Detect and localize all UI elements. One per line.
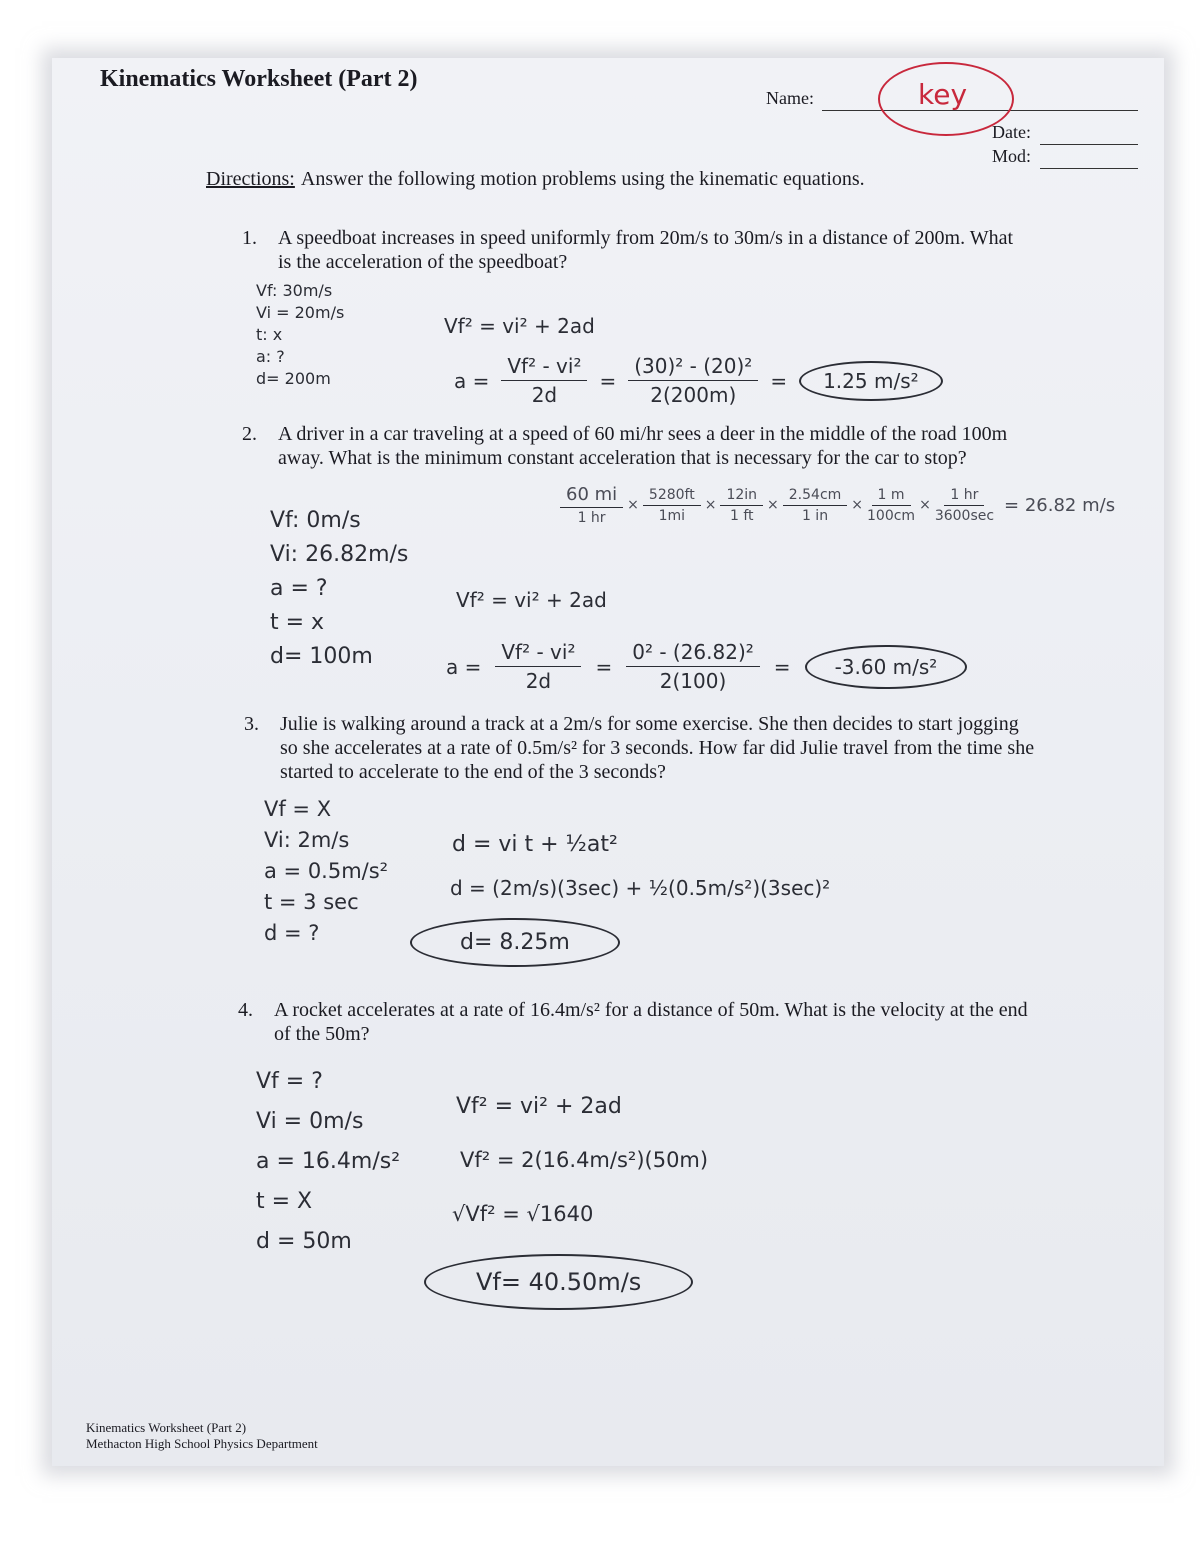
problem-4	[238, 998, 1034, 1046]
problem-text: A driver in a car traveling at a speed of 60 mi/hr sees a deer in the middle of the road 100m away. What is the minimum constant acceleration that is necessary for the car to stop?	[278, 423, 1008, 469]
conversion-factor: $\frac{12in}{1 ft}$	[720, 487, 763, 524]
page-title: Kinematics Worksheet (Part 2)	[100, 66, 418, 92]
directions	[206, 168, 865, 191]
solve-lhs: a =	[446, 654, 482, 679]
footer-title: Kinematics Worksheet (Part 2)	[86, 1420, 247, 1435]
problem-1-equation: Vf² = vi² + 2ad	[444, 314, 595, 338]
given-item: t: x	[256, 325, 283, 344]
given-item: Vf: 30m/s	[256, 281, 333, 300]
given-item: Vi = 0m/s	[256, 1109, 364, 1134]
problem-3	[244, 712, 1040, 784]
problem-text: Julie is walking around a track at a 2m/s for some exercise. She then decides to start jogging so she accelerates at a rate of 0.5m/s² for 3 seconds. How far did Julie travel from the time she started to accelerate to the end of the 3 seconds?	[280, 713, 1035, 783]
equals-sign: =	[770, 368, 788, 393]
answer-circle: Vf= 40.50m/s	[424, 1254, 693, 1310]
fraction-substituted: $\frac{\text{(30)² - (20)²}}{2(200m)}$	[628, 354, 758, 407]
problem-1-givens	[256, 280, 344, 390]
problem-3-givens	[264, 794, 388, 949]
given-item: Vi = 20m/s	[256, 303, 345, 322]
directions-lead: Directions:	[206, 168, 295, 190]
given-item: Vi: 2m/s	[264, 828, 350, 852]
problem-3-equation: d = vi t + ½at²	[452, 832, 618, 857]
equals-sign: =	[599, 368, 617, 393]
given-item: d= 100m	[270, 644, 373, 669]
mod-label: Mod:	[992, 146, 1032, 166]
conversion-result: = 26.82 m/s	[1004, 494, 1116, 516]
mod-line	[1040, 168, 1138, 169]
conversion-factor: $\frac{1 m}{100cm}$	[867, 486, 916, 524]
conversion-factor: $\frac{5280ft}{1mi}$	[643, 487, 701, 524]
conversion-factor: $\frac{2.54cm}{1 in}$	[783, 487, 848, 524]
problem-4-root-step: √Vf² = √1640	[452, 1202, 594, 1226]
given-item: d = ?	[264, 921, 320, 945]
problem-number: 2.	[242, 423, 257, 445]
problem-number: 4.	[238, 999, 253, 1021]
answer-circle: d= 8.25m	[410, 918, 620, 967]
name-label: Name:	[766, 88, 814, 108]
name-value-key: key	[918, 78, 968, 111]
solve-lhs: a =	[454, 368, 490, 393]
fraction-formula: $\frac{\text{Vf² - vi²}}{2d}$	[495, 640, 581, 693]
problem-3-substitution: d = (2m/s)(3sec) + ½(0.5m/s²)(3sec)²	[450, 876, 831, 900]
footer-department: Methacton High School Physics Department	[86, 1436, 318, 1451]
date-label: Date:	[992, 122, 1031, 142]
directions-text: Answer the following motion problems using the kinematic equations.	[300, 168, 865, 190]
equals-sign: =	[773, 654, 791, 679]
given-item: t = x	[270, 610, 325, 635]
problem-2-solution	[446, 640, 967, 693]
given-item: a = 16.4m/s²	[256, 1149, 401, 1174]
problem-4-givens	[256, 1062, 400, 1262]
unit-conversion: $\frac{60 mi}{1 hr}$ × $\frac{5280ft}{1mi}$ × $\frac{12in}{1 ft}$ × $\frac{2.54cm}{1 in}$ × $\frac{1 m}{100cm}$ × $\frac{1 hr}{3600\sec}$ = 26.82 m/s	[560, 484, 1115, 526]
problem-2-givens	[270, 504, 408, 674]
equals-sign: =	[595, 654, 613, 679]
conversion-factor: $\frac{1 hr}{3600\sec}$	[934, 486, 995, 524]
problem-2	[242, 422, 1048, 470]
problem-1	[242, 226, 1018, 274]
given-item: d = 50m	[256, 1229, 352, 1254]
problem-4-substitution: Vf² = 2(16.4m/s²)(50m)	[460, 1148, 709, 1172]
fraction-formula: $\frac{\text{Vf² - vi²}}{2d}$	[501, 354, 587, 407]
problem-4-equation: Vf² = vi² + 2ad	[456, 1094, 622, 1119]
problem-text: A speedboat increases in speed uniformly from 20m/s to 30m/s in a distance of 200m. What is the acceleration of the speedboat?	[278, 227, 1014, 273]
given-item: Vf = X	[264, 797, 332, 821]
problem-text: A rocket accelerates at a rate of 16.4m/s² for a distance of 50m. What is the velocity at the end of the 50m?	[274, 999, 1028, 1045]
worksheet-page	[52, 58, 1164, 1466]
given-item: a = ?	[270, 576, 328, 601]
given-item: t = X	[256, 1189, 313, 1214]
given-item: Vf: 0m/s	[270, 508, 361, 533]
answer-circle: 1.25 m/s²	[799, 361, 943, 401]
problem-1-solution	[454, 354, 943, 407]
given-item: d= 200m	[256, 369, 331, 388]
problem-number: 3.	[244, 713, 259, 735]
date-line	[1040, 144, 1138, 145]
given-item: a = 0.5m/s²	[264, 859, 389, 883]
problem-2-equation: Vf² = vi² + 2ad	[456, 588, 607, 612]
fraction-substituted: $\frac{\text{0² - (26.82)²}}{2(100)}$	[626, 640, 760, 693]
given-item: a: ?	[256, 347, 285, 366]
conversion-factor: $\frac{60 mi}{1 hr}$	[560, 484, 623, 526]
given-item: Vf = ?	[256, 1069, 323, 1094]
given-item: t = 3 sec	[264, 890, 359, 914]
answer-circle: -3.60 m/s²	[805, 645, 968, 689]
given-item: Vi: 26.82m/s	[270, 542, 409, 567]
problem-number: 1.	[242, 227, 257, 249]
